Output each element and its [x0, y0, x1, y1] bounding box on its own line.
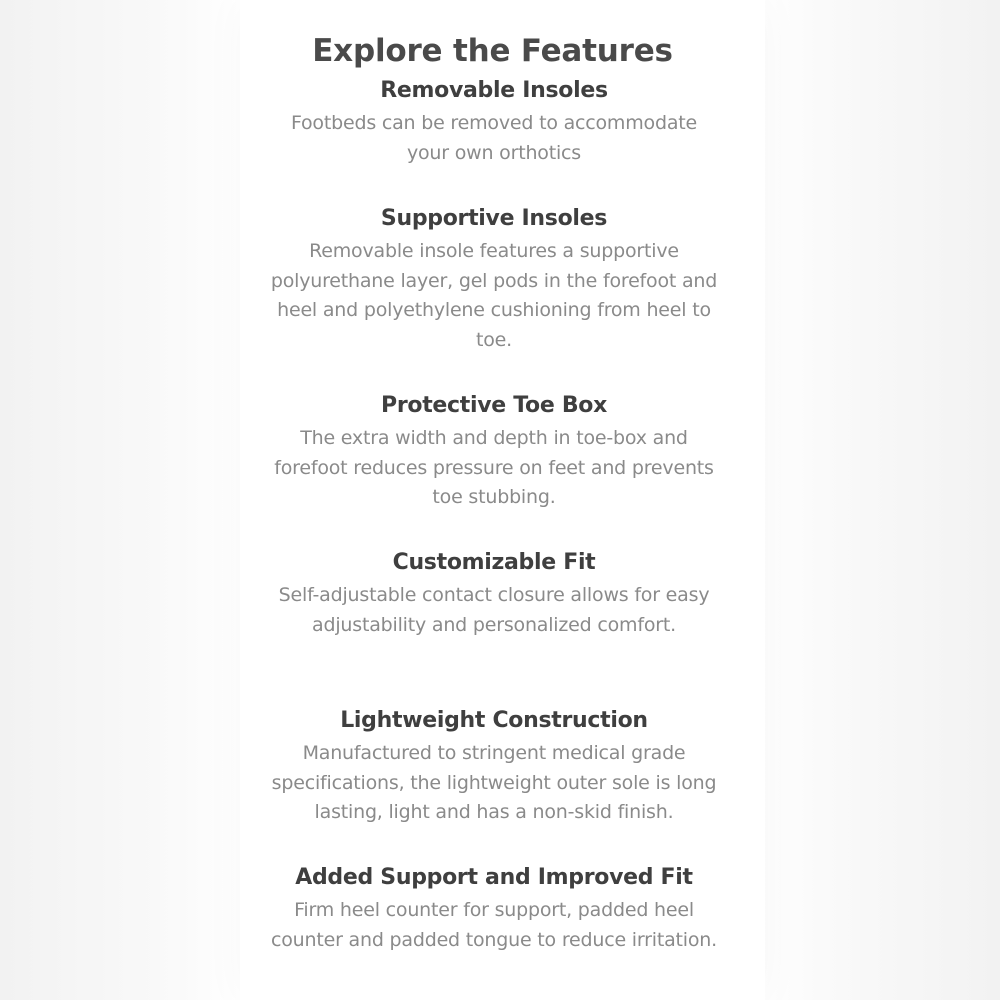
feature-lightweight-construction [270, 706, 718, 828]
feature-title: Customizable Fit [392, 550, 596, 575]
feature-title: Removable Insoles [380, 78, 608, 103]
feature-description: Footbeds can be removed to accommodate your own orthotics [290, 112, 698, 164]
feature-protective-toe-box [270, 391, 718, 513]
feature-description: Removable insole features a supportive polyurethane layer, gel pods in the forefoot and heel and polyethylene cushioning from heel to toe. [270, 240, 718, 351]
feature-customizable-fit [270, 548, 718, 640]
feature-supportive-insoles [270, 204, 718, 355]
feature-title: Protective Toe Box [381, 393, 607, 418]
feature-description: The extra width and depth in toe-box and forefoot reduces pressure on feet and prevents toe stubbing. [274, 427, 714, 508]
feature-title: Lightweight Construction [340, 708, 648, 733]
feature-added-support [270, 863, 718, 955]
feature-title: Supportive Insoles [380, 206, 608, 231]
feature-description: Firm heel counter for support, padded heel counter and padded tongue to reduce irritation. [271, 899, 717, 951]
feature-title: Added Support and Improved Fit [295, 865, 693, 890]
feature-removable-insoles [270, 76, 718, 168]
feature-description: Self-adjustable contact closure allows for easy adjustability and personalized comfort. [278, 584, 710, 636]
feature-description: Manufactured to stringent medical grade specifications, the lightweight outer sole is long lasting, light and has a non-skid finish. [271, 742, 717, 823]
page-title: Explore the Features [312, 32, 673, 69]
